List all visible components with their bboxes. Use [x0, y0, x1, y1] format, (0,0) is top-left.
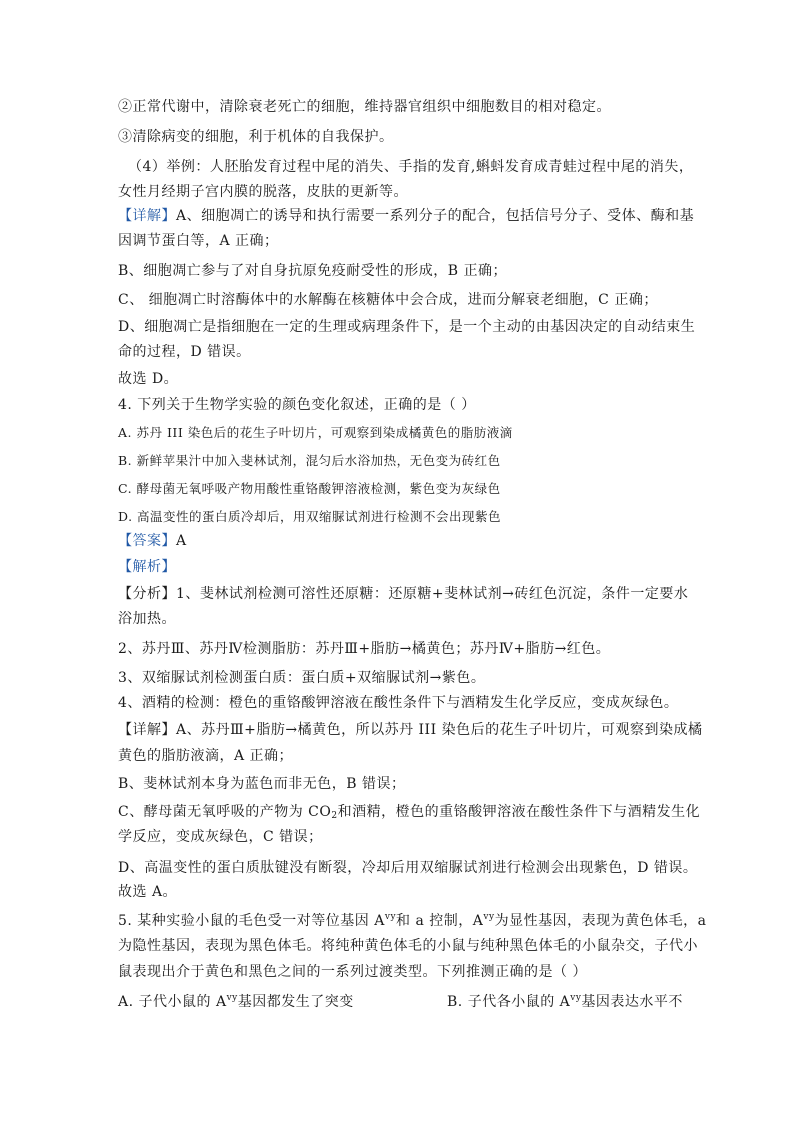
- superscript: vy: [483, 912, 495, 922]
- xiangjie-tag: 【详解】: [118, 722, 176, 738]
- text-span: C、酵母菌无氧呼吸的产物为 CO: [118, 804, 332, 820]
- text-line: 2、苏丹Ⅲ、苏丹Ⅳ检测脂肪：苏丹Ⅲ+脂肪→橘黄色；苏丹Ⅳ+脂肪→红色。: [118, 641, 611, 657]
- question-5-stem: [118, 911, 707, 931]
- fenxi-tag: 【分析】: [118, 586, 176, 602]
- question-4-option-d: D. 高温变性的蛋白质冷却后，用双缩脲试剂进行检测不会出现紫色: [118, 509, 502, 524]
- question-4-option-a: A. 苏丹 III 染色后的花生子叶切片，可观察到染成橘黄色的脂肪液滴: [118, 425, 513, 440]
- text-line: 浴加热。: [118, 611, 176, 627]
- question-5-option-b: [447, 992, 683, 1012]
- text-span: A、苏丹Ⅲ+脂肪→橘黄色，所以苏丹 III 染色后的花生子叶切片，可观察到染成橘: [176, 722, 703, 738]
- text-span: 1、斐林试剂检测可溶性还原糖：还原糖+斐林试剂→砖红色沉淀，条件一定要水: [176, 586, 689, 602]
- text-line: 故选 D。: [118, 371, 179, 387]
- text-span: 和酒精，橙色的重铬酸钾溶液在酸性条件下与酒精发生化: [337, 804, 701, 820]
- superscript: vy: [384, 912, 397, 922]
- text-line: B、细胞凋亡参与了对自身抗原免疫耐受性的形成，B 正确；: [118, 263, 508, 279]
- superscript: vy: [570, 993, 582, 1003]
- text-span: 和 a 控制，A: [396, 913, 484, 929]
- question-4-option-b: B. 新鲜苹果汁中加入斐林试剂，混匀后水浴加热，无色变为砖红色: [118, 453, 501, 468]
- text-line: （4）举例：人胚胎发育过程中尾的消失、手指的发育,蝌蚪发育成青蛙过程中尾的消失，: [128, 159, 694, 175]
- analysis-tag: 【解析】: [118, 559, 176, 575]
- text-line: 4、酒精的检测：橙色的重铬酸钾溶液在酸性条件下与酒精发生化学反应，变成灰绿色。: [118, 695, 679, 711]
- question-4-stem: 4. 下列关于生物学实验的颜色变化叙述，正确的是（ ）: [118, 397, 476, 413]
- subscript: 2: [331, 811, 338, 821]
- text-line: D、高温变性的蛋白质肽键没有断裂，冷却后用双缩脲试剂进行检测会出现紫色，D 错误。: [118, 860, 698, 876]
- text-span: 基因都发生了突变: [237, 994, 354, 1010]
- text-line: [118, 206, 695, 226]
- text-span: 5. 某种实验小鼠的毛色受一对等位基因 A: [118, 913, 385, 929]
- text-line: ③清除病变的细胞，利于机体的自我保护。: [118, 129, 394, 145]
- text-line: D、细胞凋亡是指细胞在一定的生理或病理条件下，是一个主动的由基因决定的自动结束生: [118, 319, 696, 335]
- text-span: A、细胞凋亡的诱导和执行需要一系列分子的配合，包括信号分子、受体、酶和基: [176, 208, 695, 224]
- detail-tag: 【详解】: [118, 208, 176, 224]
- text-span: A. 子代小鼠的 A: [118, 994, 227, 1010]
- text-span: 基因表达水平不: [581, 994, 683, 1010]
- text-line: [118, 802, 701, 822]
- text-line: 为隐性基因，表现为黑色体毛。将纯种黄色体毛的小鼠与纯种黑色体毛的小鼠杂交，子代小: [118, 938, 698, 954]
- text-line: [118, 584, 689, 604]
- text-line: 故选 A。: [118, 884, 178, 900]
- text-line: 学反应，变成灰绿色，C 错误；: [118, 829, 323, 845]
- question-5-option-a: [118, 994, 354, 1010]
- text-line: 鼠表现出介于黄色和黑色之间的一系列过渡类型。下列推测正确的是（ ）: [118, 964, 587, 980]
- text-line: B、斐林试剂本身为蓝色而非无色，B 错误；: [118, 776, 406, 792]
- text-span: B. 子代各小鼠的 A: [447, 994, 571, 1010]
- text-line: ②正常代谢中，清除衰老死亡的细胞，维持器官组织中细胞数目的相对稳定。: [118, 99, 611, 115]
- text-line: [118, 720, 703, 740]
- text-line: 女性月经期子宫内膜的脱落，皮肤的更新等。: [118, 184, 408, 200]
- question-4-option-c: C. 酵母菌无氧呼吸产物用酸性重铬酸钾溶液检测，紫色变为灰绿色: [118, 481, 501, 496]
- text-line: 3、双缩脲试剂检测蛋白质：蛋白质+双缩脲试剂→紫色。: [118, 670, 486, 686]
- text-span: 为显性基因，表现为黄色体毛，a: [494, 913, 707, 929]
- text-line: C、 细胞凋亡时溶酶体中的水解酶在核糖体中会合成，进而分解衰老细胞，C 正确；: [118, 292, 658, 308]
- answer-value: A: [176, 533, 187, 549]
- text-line: 命的过程，D 错误。: [118, 344, 251, 360]
- analysis-heading: [118, 557, 675, 577]
- text-line: 黄色的脂肪液滴，A 正确；: [118, 748, 294, 764]
- answer-tag: 【答案】: [118, 533, 176, 549]
- superscript: vy: [226, 993, 238, 1003]
- answer-line: [118, 531, 675, 551]
- text-line: 因调节蛋白等，A 正确；: [118, 233, 279, 249]
